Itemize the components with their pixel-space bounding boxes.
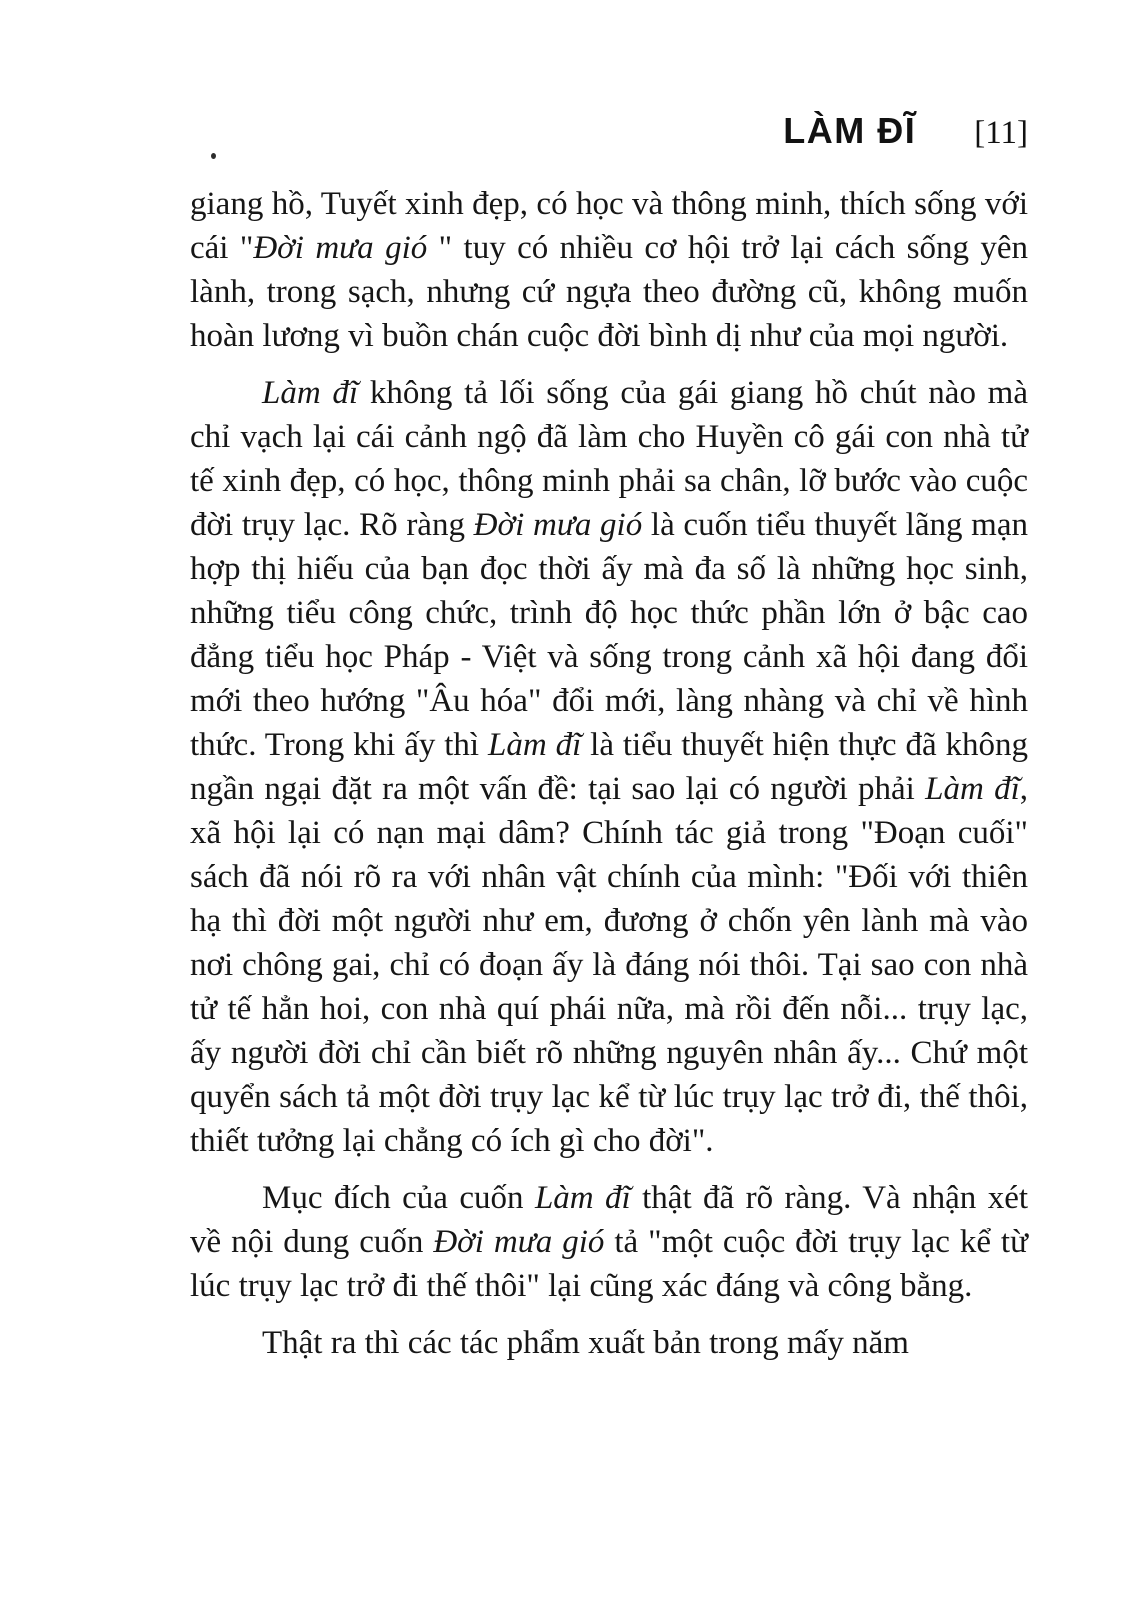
page-body — [190, 182, 1028, 1378]
paragraph — [190, 371, 1028, 1163]
paragraph-text: không tả lối sống của gái giang hồ chút nào mà chỉ vạch lại cái cảnh ngộ đã làm cho Huyền cô gái con nhà tử tế xinh đẹp, có học, thông minh phải sa chân, lỡ bước vào cuộc đời trụy lạc. Rõ ràng — [190, 375, 1028, 543]
book-title-italic: Đời mưa gió — [433, 1224, 605, 1260]
book-title-italic: Đời mưa gió — [253, 230, 439, 266]
paragraph-text: là cuốn tiểu thuyết lãng mạn hợp thị hiếu của bạn đọc thời ấy mà đa số là những học sinh, những tiểu công chức, trình độ học thức phần lớn ở bậc cao đẳng tiểu học Pháp - Việt và sống trong cảnh xã hội đang đổi mới theo hướng "Âu hóa" đổi mới, làng nhàng và chỉ về hình thức. Trong khi ấy thì — [190, 507, 1028, 763]
paragraph — [190, 182, 1028, 358]
page-number: [11] — [974, 115, 1028, 151]
paragraph-text: thật đã rõ ràng. Và nhận xét về nội dung cuốn — [190, 1180, 1029, 1260]
book-title-italic: Làm đĩ — [534, 1180, 631, 1216]
book-title-italic: Đời mưa gió — [473, 507, 643, 543]
paragraph — [190, 1176, 1028, 1308]
book-title-italic: Làm đĩ — [488, 727, 582, 763]
paragraph — [190, 1321, 1028, 1365]
paragraph-text: Mục đích của cuốn — [262, 1180, 535, 1216]
paragraph-text: là tiểu thuyết hiện thực đã không ngần ngại đặt ra một vấn đề: tại sao lại có người phải — [190, 727, 1029, 807]
paragraph-text: Thật ra thì các tác phẩm xuất bản trong mấy năm — [262, 1325, 909, 1361]
book-title-italic: Làm đĩ — [262, 375, 359, 411]
running-title: LÀM ĐĨ — [783, 110, 917, 151]
scan-artifact-dot — [211, 153, 216, 159]
paragraph-text: , xã hội lại có nạn mại dâm? Chính tác giả trong "Đoạn cuối" sách đã nói rõ ra với nhân vật chính của mình: "Đối với thiên hạ thì đời một người như em, đương ở chốn yên lành mà vào nơi chông gai, chỉ có đoạn ấy là đáng nói thôi. Tại sao con nhà tử tế hẳn hoi, con nhà quí phái nữa, mà rồi đến nỗi... trụy lạc, ấy người đời chỉ cần biết rõ những nguyên nhân ấy... Chứ một quyển sách tả một đời trụy lạc kể từ lúc trụy lạc trở đi, thế thôi, thiết tưởng lại chẳng có ích gì cho đời". — [190, 771, 1028, 1159]
paragraph-text: giang hồ, Tuyết xinh đẹp, có học và thông minh, thích sống với cái " — [190, 186, 1028, 266]
book-title-italic: Làm đĩ — [925, 771, 1020, 807]
running-header — [0, 110, 1028, 152]
paragraph-text: " tuy có nhiều cơ hội trở lại cách sống yên lành, trong sạch, nhưng cứ ngựa theo đường cũ, không muốn hoàn lương vì buồn chán cuộc đời bình dị như của mọi người. — [190, 230, 1029, 354]
paragraph-text: tả "một cuộc đời trụy lạc kể từ lúc trụy lạc trở đi thế thôi" lại cũng xác đáng và công bằng. — [190, 1224, 1028, 1304]
